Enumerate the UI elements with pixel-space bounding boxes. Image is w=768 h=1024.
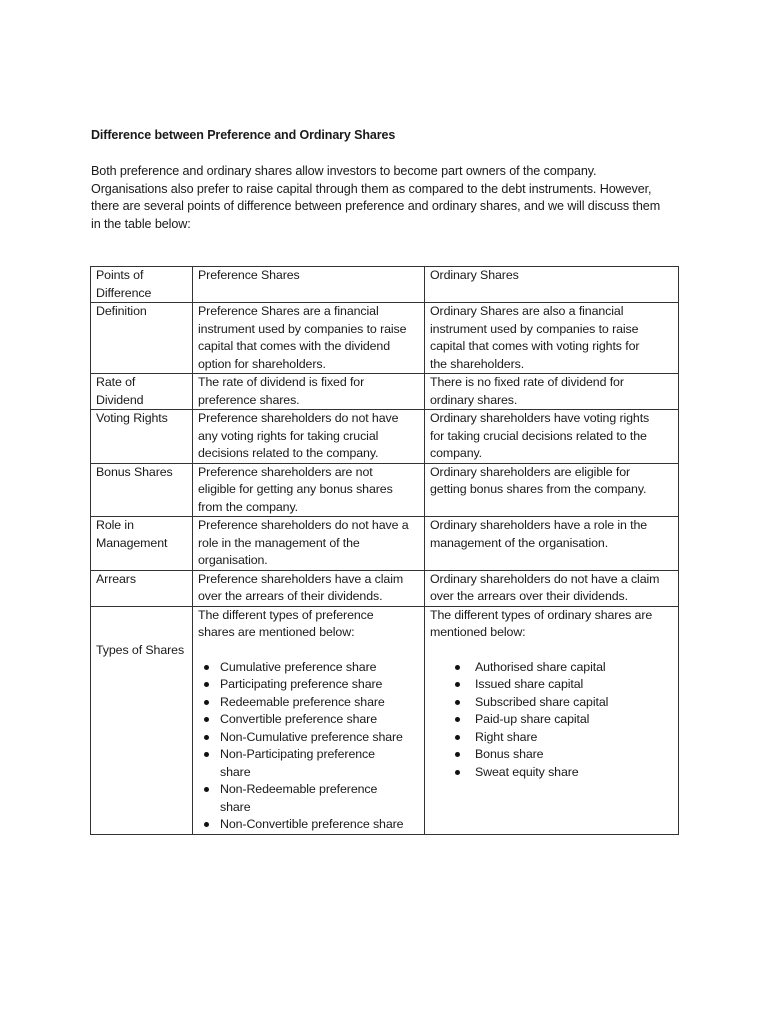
cell-text: instrument used by companies to raise	[198, 321, 407, 336]
cell-text: role in the management of the	[198, 535, 360, 550]
list-item	[198, 729, 419, 747]
cell-text: Preference Shares are a financial	[198, 304, 379, 318]
cell-text: Preference shareholders do not have	[198, 411, 399, 425]
point-text: Rate of	[96, 375, 136, 389]
bullet-text: Non-Participating preference	[220, 747, 375, 761]
cell-text: Ordinary shareholders have voting rights	[430, 411, 650, 425]
point-cell	[91, 374, 193, 410]
list-item	[430, 676, 673, 694]
intro-line: Both preference and ordinary shares allow investors to become part owners of the company.	[91, 164, 597, 178]
preference-cell	[193, 570, 425, 606]
list-item	[198, 676, 419, 694]
ordinary-cell	[425, 463, 679, 517]
cell-text: instrument used by companies to raise	[430, 321, 639, 336]
cell-text: management of the organisation.	[430, 535, 609, 550]
document-title: Difference between Preference and Ordinary Shares	[91, 128, 396, 142]
cell-text: getting bonus shares from the company.	[430, 482, 647, 496]
bullet-text: Non-Convertible preference share	[220, 817, 404, 831]
preference-cell	[193, 303, 425, 374]
point-text: Definition	[96, 304, 147, 318]
cell-text: the shareholders.	[430, 356, 525, 371]
bullet-text: share	[220, 764, 251, 779]
point-text: Arrears	[96, 571, 136, 586]
preference-cell	[193, 410, 425, 464]
list-item	[198, 711, 419, 729]
cell-text: The different types of ordinary shares are	[430, 607, 653, 622]
point-cell	[91, 570, 193, 606]
cell-text: Preference shareholders have a claim	[198, 571, 404, 586]
header-cell-preference	[193, 267, 425, 303]
cell-text: capital that comes with the dividend	[198, 339, 391, 353]
bullet-text: Non-Redeemable preference	[220, 782, 378, 796]
cell-text: Ordinary Shares are also a financial	[430, 304, 624, 318]
preference-cell	[193, 517, 425, 571]
cell-text: over the arrears over their dividends.	[430, 589, 628, 603]
cell-text: organisation.	[198, 553, 268, 567]
header-text: Difference	[96, 285, 152, 300]
preference-cell	[193, 374, 425, 410]
point-text: Dividend	[96, 392, 144, 407]
bullet-text: share	[220, 799, 251, 814]
list-item	[430, 711, 673, 729]
cell-text: Ordinary shareholders have a role in the	[430, 518, 648, 532]
cell-text: capital that comes with voting rights for	[430, 339, 640, 353]
point-cell	[91, 303, 193, 374]
cell-text: Ordinary shareholders are eligible for	[430, 464, 631, 479]
cell-text: for taking crucial decisions related to the	[430, 428, 647, 443]
cell-text: eligible for getting any bonus shares	[198, 482, 393, 496]
cell-text: preference shares.	[198, 392, 300, 407]
bullet-text: Authorised share capital	[475, 659, 606, 674]
cell-text: The rate of dividend is fixed for	[198, 375, 365, 389]
bullet-text: Paid-up share capital	[475, 712, 590, 726]
cell-text: shares are mentioned below:	[198, 625, 355, 639]
list-item	[430, 659, 673, 677]
table-header-row	[91, 267, 679, 303]
table-row	[91, 570, 679, 606]
table-row	[91, 606, 679, 834]
point-cell	[91, 517, 193, 571]
point-cell	[91, 410, 193, 464]
header-text: Preference Shares	[198, 268, 300, 282]
point-text: Bonus Shares	[96, 464, 173, 479]
comparison-table	[90, 266, 679, 835]
bullet-text: Convertible preference share	[220, 712, 377, 726]
intro-line: there are several points of difference between preference and ordinary shares, and we will discuss them	[91, 199, 661, 214]
list-item	[198, 781, 419, 816]
point-text: Types of Shares	[96, 642, 185, 657]
table-row	[91, 463, 679, 517]
cell-text: Preference shareholders are not	[198, 464, 373, 479]
ordinary-cell	[425, 606, 679, 834]
table-row	[91, 303, 679, 374]
table-row	[91, 374, 679, 410]
bullet-text: Right share	[475, 729, 538, 744]
cell-text: There is no fixed rate of dividend for	[430, 375, 624, 389]
list-item	[430, 729, 673, 747]
intro-line: Organisations also prefer to raise capital through them as compared to the debt instruments. However,	[91, 181, 652, 196]
ordinary-cell	[425, 303, 679, 374]
bullet-text: Non-Cumulative preference share	[220, 729, 403, 744]
cell-text: from the company.	[198, 499, 298, 514]
intro-line: in the table below:	[91, 216, 191, 231]
list-item	[430, 764, 673, 782]
cell-text: The different types of preference	[198, 607, 374, 622]
cell-text: decisions related to the company.	[198, 446, 379, 460]
cell-text: ordinary shares.	[430, 392, 518, 407]
list-item	[198, 659, 419, 677]
list-item	[198, 746, 419, 781]
preference-cell	[193, 463, 425, 517]
intro-paragraph	[91, 163, 691, 233]
bullet-text: Cumulative preference share	[220, 659, 377, 674]
ordinary-cell	[425, 374, 679, 410]
preference-types-list	[198, 659, 419, 834]
bullet-text: Bonus share	[475, 747, 544, 761]
ordinary-cell	[425, 410, 679, 464]
header-text: Points of	[96, 268, 144, 282]
header-text: Ordinary Shares	[430, 268, 519, 282]
cell-text: over the arrears of their dividends.	[198, 589, 383, 603]
point-text: Management	[96, 535, 168, 550]
bullet-text: Issued share capital	[475, 677, 584, 691]
ordinary-cell	[425, 570, 679, 606]
ordinary-types-list	[430, 659, 673, 782]
bullet-text: Redeemable preference share	[220, 694, 385, 709]
list-item	[430, 746, 673, 764]
table-row	[91, 517, 679, 571]
cell-text: Ordinary shareholders do not have a claim	[430, 571, 660, 586]
bullet-text: Participating preference share	[220, 677, 383, 691]
point-text: Role in	[96, 518, 134, 532]
point-cell	[91, 606, 193, 834]
bullet-text: Sweat equity share	[475, 764, 579, 779]
list-item	[198, 694, 419, 712]
bullet-text: Subscribed share capital	[475, 694, 609, 709]
header-cell-ordinary	[425, 267, 679, 303]
cell-text: company.	[430, 446, 482, 460]
cell-text: mentioned below:	[430, 625, 526, 639]
list-item	[198, 816, 419, 834]
ordinary-cell	[425, 517, 679, 571]
list-item	[430, 694, 673, 712]
header-cell-points	[91, 267, 193, 303]
cell-text: option for shareholders.	[198, 356, 326, 371]
cell-text: Preference shareholders do not have a	[198, 518, 409, 532]
table-row	[91, 410, 679, 464]
preference-cell	[193, 606, 425, 834]
point-cell	[91, 463, 193, 517]
cell-text: any voting rights for taking crucial	[198, 428, 379, 443]
point-text: Voting Rights	[96, 411, 168, 425]
